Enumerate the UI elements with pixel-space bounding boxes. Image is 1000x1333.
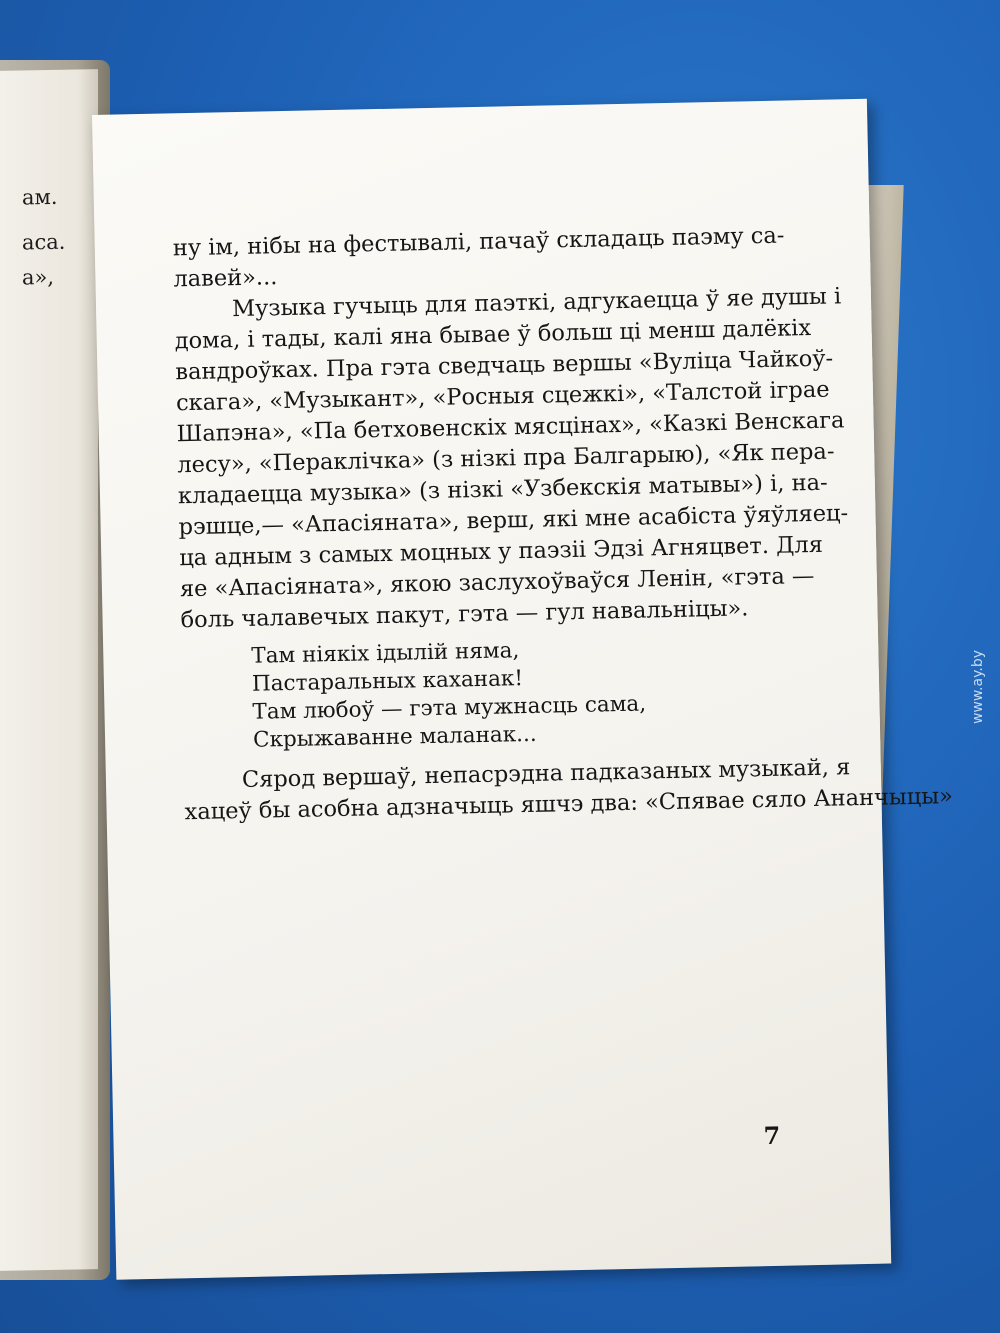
verse-line: Пастаральных каханак! (251, 666, 524, 697)
left-page-fragment: ам. (22, 184, 58, 210)
verse-line: Там любоў — гэта мужнасць сама, (252, 691, 647, 725)
text-line: вандроўках. Пра гэта сведчаць вершы «Вуліца Чайкоў- (175, 345, 834, 386)
text-line: боль чалавечых пакут, гэта — гул навальніцы». (180, 595, 749, 634)
text-line: скага», «Музыкант», «Росныя сцежкі», «Талстой іграе (175, 376, 830, 417)
text-line: Музыка гучыць для паэткі, адгукаецца ў яе душы і (231, 283, 842, 323)
left-page-fragment: аса. (22, 229, 66, 255)
text-line: яе «Апасіяната», якою заслухоўваўся Ленін, «гэта — (179, 562, 815, 603)
paragraph-2 (174, 283, 849, 636)
paragraph-3 (184, 754, 954, 828)
text-line: Шапэна», «Па бетховенскіх мясцінах», «Казкі Венскага (176, 407, 845, 448)
text-line: ну ім, нібы на фестывалі, пачаў складаць паэму са- (172, 222, 785, 262)
text-line: кладаецца музыка» (з нізкі «Узбекскія матывы») і, на- (177, 469, 828, 510)
verse-line: Там ніякіх ідылій няма, (251, 638, 520, 669)
text-line: рэшце,— «Апасіяната», верш, які мне асабіста ўяўляец- (178, 500, 849, 541)
left-page-fragment: а», (22, 264, 55, 290)
text-line: Сярод вершаў, непасрэдна падказаных музыкай, я (241, 754, 851, 794)
page-text (172, 221, 954, 828)
text-line: хацеў бы асобна адзначыць яшчэ два: «Спявае сяло Ананчыцы» (184, 783, 954, 826)
left-page (0, 69, 98, 1271)
verse-1 (181, 632, 768, 756)
text-line: ца адным з самых моцных у паэзіі Эдзі Агняцвет. Для (179, 531, 824, 572)
watermark: www.ay.by (970, 650, 986, 725)
right-page (92, 99, 954, 1280)
text-line: лавей»... (173, 264, 278, 293)
text-line: лесу», «Пераклічка» (з нізкі пра Балгарыю), «Як пера- (177, 438, 835, 479)
text-line: дома, і тады, калі яна бывае ў больш ці менш далёкіх (174, 314, 812, 355)
page-number: 7 (763, 1120, 781, 1151)
verse-line: Скрыжаванне маланак... (252, 721, 537, 753)
